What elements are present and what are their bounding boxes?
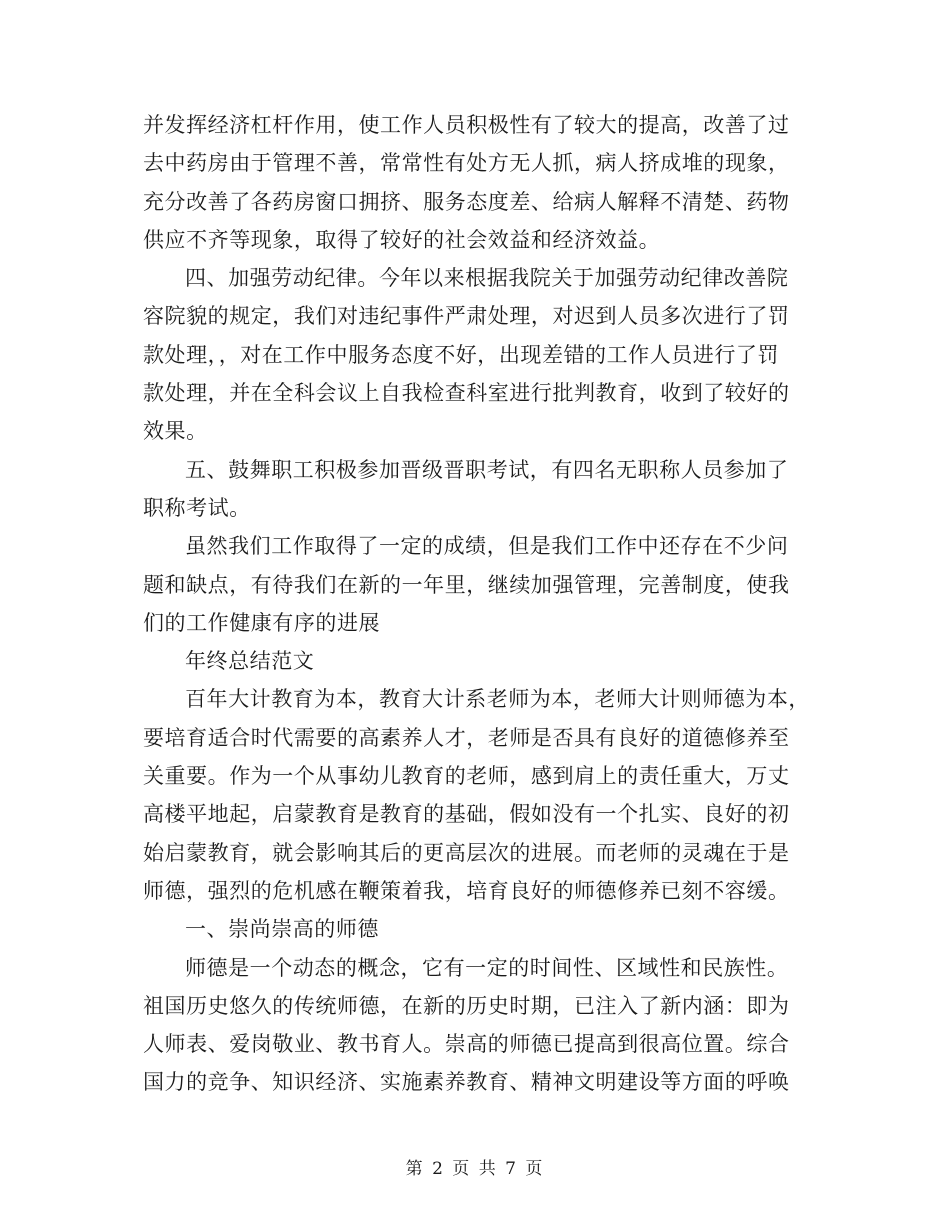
text-line: 题和缺点，有待我们在新的一年里，继续加强管理，完善制度，使我: [143, 572, 790, 597]
text-line: 年终总结范文: [185, 649, 315, 674]
text-line: 四、加强劳动纪律。今年以来根据我院关于加强劳动纪律改善院: [185, 266, 789, 291]
text-line: 虽然我们工作取得了一定的成绩，但是我们工作中还存在不少问: [185, 534, 789, 559]
text-line: 高楼平地起，启蒙教育是教育的基础，假如没有一个扎实、良好的初: [143, 802, 790, 827]
text-line: 们的工作健康有序的进展: [143, 610, 381, 635]
text-line: 效果。: [143, 419, 208, 444]
text-line: 师德，强烈的危机感在鞭策着我，培育良好的师德修养已刻不容缓。: [143, 878, 790, 903]
text-line: 充分改善了各药房窗口拥挤、服务态度差、给病人解释不清楚、药物: [143, 189, 790, 214]
page-number-footer: 第 2 页 共 7 页: [405, 1159, 545, 1179]
text-line: 一、崇尚崇高的师德: [185, 917, 379, 942]
text-line: 祖国历史悠久的传统师德，在新的历史时期，已注入了新内涵：即为: [143, 993, 790, 1018]
text-line: 百年大计教育为本，教育大计系老师为本，老师大计则师德为本，: [185, 687, 810, 712]
text-line: 职称考试。: [143, 495, 251, 520]
text-line: 国力的竞争、知识经济、实施素养教育、精神文明建设等方面的呼唤: [143, 1070, 790, 1095]
text-line: 始启蒙教育，就会影响其后的更高层次的进展。而老师的灵魂在于是: [143, 840, 790, 865]
text-line: 师德是一个动态的概念，它有一定的时间性、区域性和民族性。: [185, 955, 789, 980]
text-line: 并发挥经济杠杆作用，使工作人员积极性有了较大的提高，改善了过: [143, 113, 790, 137]
text-line: 供应不齐等现象，取得了较好的社会效益和经济效益。: [143, 227, 661, 252]
text-line: 款处理，，对在工作中服务态度不好，出现差错的工作人员进行了罚: [143, 342, 779, 367]
text-line: 容院貌的规定，我们对违纪事件严肃处理，对迟到人员多次进行了罚: [143, 304, 790, 329]
text-line: 款处理，并在全科会议上自我检查科室进行批判教育，收到了较好的: [143, 381, 790, 406]
text-line: 要培育适合时代需要的高素养人才，老师是否具有良好的道德修养至: [143, 725, 790, 750]
text-line: 去中药房由于管理不善，常常性有处方无人抓，病人挤成堆的现象，: [143, 151, 790, 176]
text-line: 五、鼓舞职工积极参加晋级晋职考试，有四名无职称人员参加了: [185, 457, 789, 482]
text-line: 关重要。作为一个从事幼儿教育的老师，感到肩上的责任重大，万丈: [143, 764, 790, 789]
document-body: [143, 106, 808, 1102]
text-line: 人师表、爱岗敬业、教书育人。崇高的师德已提高到很高位置。综合: [143, 1032, 790, 1057]
